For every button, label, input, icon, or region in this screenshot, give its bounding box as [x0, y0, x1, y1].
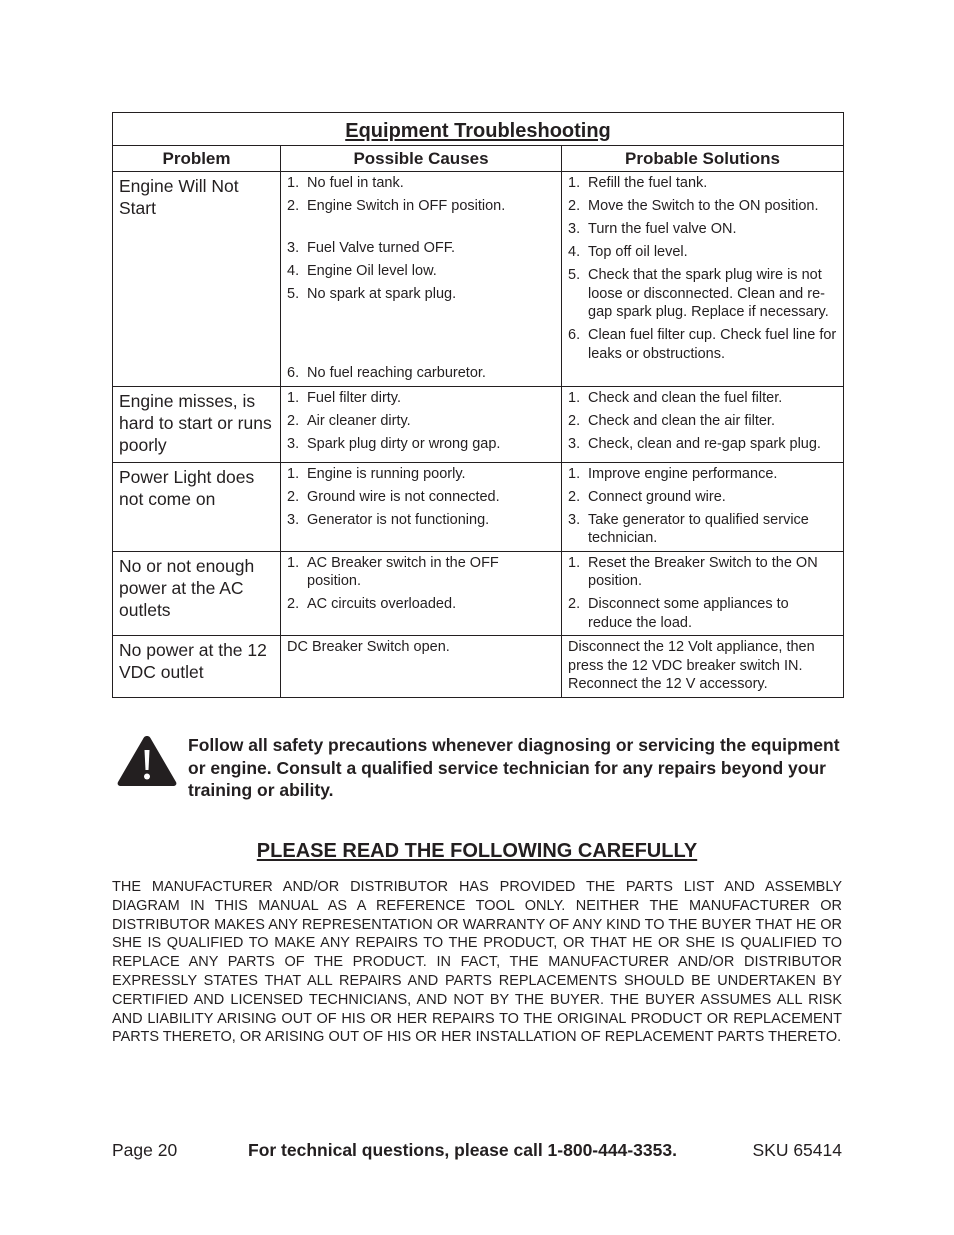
solution-item: 1. Reset the Breaker Switch to the ON position.: [568, 554, 818, 589]
solution-item: 2. Connect ground wire.: [568, 488, 726, 505]
header-solutions: Probable Solutions: [562, 146, 844, 172]
causes-cell: [281, 551, 562, 636]
table-title: Equipment Troubleshooting: [345, 119, 611, 142]
solutions-cell: [562, 551, 844, 636]
cause-item: 1. AC Breaker switch in the OFF position.: [287, 554, 499, 589]
solutions-cell: Disconnect the 12 Volt appliance, then press the 12 VDC breaker switch IN. Reconnect the 12 V accessory.: [562, 636, 844, 698]
table-title-cell: [113, 113, 844, 146]
solution-item: 3. Take generator to qualified service technician.: [568, 511, 809, 546]
cause-item: 3. Fuel Valve turned OFF.: [287, 239, 456, 256]
notice-title: PLEASE READ THE FOLLOWING CAREFULLY: [256, 840, 698, 862]
page-footer: [112, 1140, 842, 1164]
cause-item: 1. Fuel filter dirty.: [287, 389, 402, 406]
table-header-row: [113, 146, 844, 172]
cause-item: 3. Generator is not functioning.: [287, 511, 490, 528]
header-causes: Possible Causes: [281, 146, 562, 172]
cause-item: 2. Air cleaner dirty.: [287, 412, 411, 429]
warning-triangle-icon: [116, 734, 178, 788]
solution-item: 1. Check and clean the fuel filter.: [568, 389, 783, 406]
cause-item: 2. Ground wire is not connected.: [287, 488, 500, 505]
table-row: [113, 462, 844, 551]
header-problem: Problem: [113, 146, 281, 172]
solution-item: 5. Check that the spark plug wire is not loose or disconnected. Clean and re-gap spark plug. Replace if necessary.: [568, 267, 829, 320]
solutions-cell: [562, 386, 844, 462]
support-phone: For technical questions, please call 1-800-444-3353.: [248, 1140, 677, 1160]
solution-item: 1. Refill the fuel tank.: [568, 175, 708, 191]
solution-item: 2. Check and clean the air filter.: [568, 412, 775, 429]
causes-cell: [281, 386, 562, 462]
causes-cell: [281, 462, 562, 551]
solution-item: 4. Top off oil level.: [568, 244, 688, 260]
solution-item: 3. Check, clean and re-gap spark plug.: [568, 435, 821, 452]
table-row: [113, 551, 844, 636]
table-row: [113, 386, 844, 462]
cause-item: 6. No fuel reaching carburetor.: [287, 365, 486, 381]
problem-cell: Power Light does not come on: [113, 462, 281, 551]
cause-item: 3. Spark plug dirty or wrong gap.: [287, 435, 501, 452]
problem-cell: No or not enough power at the AC outlets: [113, 551, 281, 636]
problem-cell: Engine Will Not Start: [113, 172, 281, 387]
troubleshooting-table: [112, 112, 844, 698]
solution-item: 1. Improve engine performance.: [568, 465, 778, 482]
solutions-cell: [562, 462, 844, 551]
cause-item: 2. AC circuits overloaded.: [287, 596, 457, 612]
table-row: [113, 172, 844, 387]
page-number: Page 20: [112, 1140, 178, 1160]
cause-item: 5. No spark at spark plug.: [287, 285, 457, 302]
causes-cell: DC Breaker Switch open.: [281, 636, 562, 698]
solution-item: 3. Turn the fuel valve ON.: [568, 221, 737, 237]
problem-cell: No power at the 12 VDC outlet: [113, 636, 281, 698]
solution-item: 2. Disconnect some appliances to reduce the load.: [568, 596, 789, 631]
solutions-cell: [562, 172, 844, 387]
solution-item: 2. Move the Switch to the ON position.: [568, 198, 819, 214]
table-row: [113, 636, 844, 698]
cause-item: 1. Engine is running poorly.: [287, 465, 466, 482]
cause-item: 2. Engine Switch in OFF position.: [287, 198, 506, 214]
warning-text: Follow all safety precautions whenever diagnosing or servicing the equipment or engine. Consult a qualified service technician for any repairs beyond your training or ability.: [188, 735, 840, 800]
sku-label: SKU 65414: [752, 1140, 842, 1160]
cause-item: 4. Engine Oil level low.: [287, 262, 437, 279]
notice-body: THE MANUFACTURER AND/OR DISTRIBUTOR HAS PROVIDED THE PARTS LIST AND ASSEMBLY DIAGRAM IN THIS MANUAL AS A REFERENCE TOOL ONLY. NEITHER THE MANUFACTURER OR DISTRIBUTOR MAKES ANY REPRESENTATION OR WARRANTY OF ANY KIND TO THE BUYER THAT HE OR SHE IS QUALIFIED TO MAKE ANY REPAIRS TO THE PRODUCT, OR THAT HE OR SHE IS QUALIFIED TO REPLACE ANY PARTS OF THE PRODUCT. IN FACT, THE MANUFACTURER AND/OR DISTRIBUTOR EXPRESSLY STATES THAT ALL REPAIRS AND PARTS REPLACEMENTS SHOULD BE UNDERTAKEN BY CERTIFIED AND LICENSED TECHNICIANS, AND NOT BY THE BUYER. THE BUYER ASSUMES ALL RISK AND LIABILITY ARISING OUT OF HIS OR HER REPAIRS TO THE ORIGINAL PRODUCT OR REPLACEMENT PARTS THERETO, OR ARISING OUT OF HIS OR HER INSTALLATION OF REPLACEMENT PARTS THERETO.: [112, 879, 842, 1046]
cause-item: 1. No fuel in tank.: [287, 175, 404, 191]
problem-cell: Engine misses, is hard to start or runs poorly: [113, 386, 281, 462]
solution-item: 6. Clean fuel filter cup. Check fuel line for leaks or obstructions.: [568, 327, 837, 362]
causes-cell: [281, 172, 562, 387]
